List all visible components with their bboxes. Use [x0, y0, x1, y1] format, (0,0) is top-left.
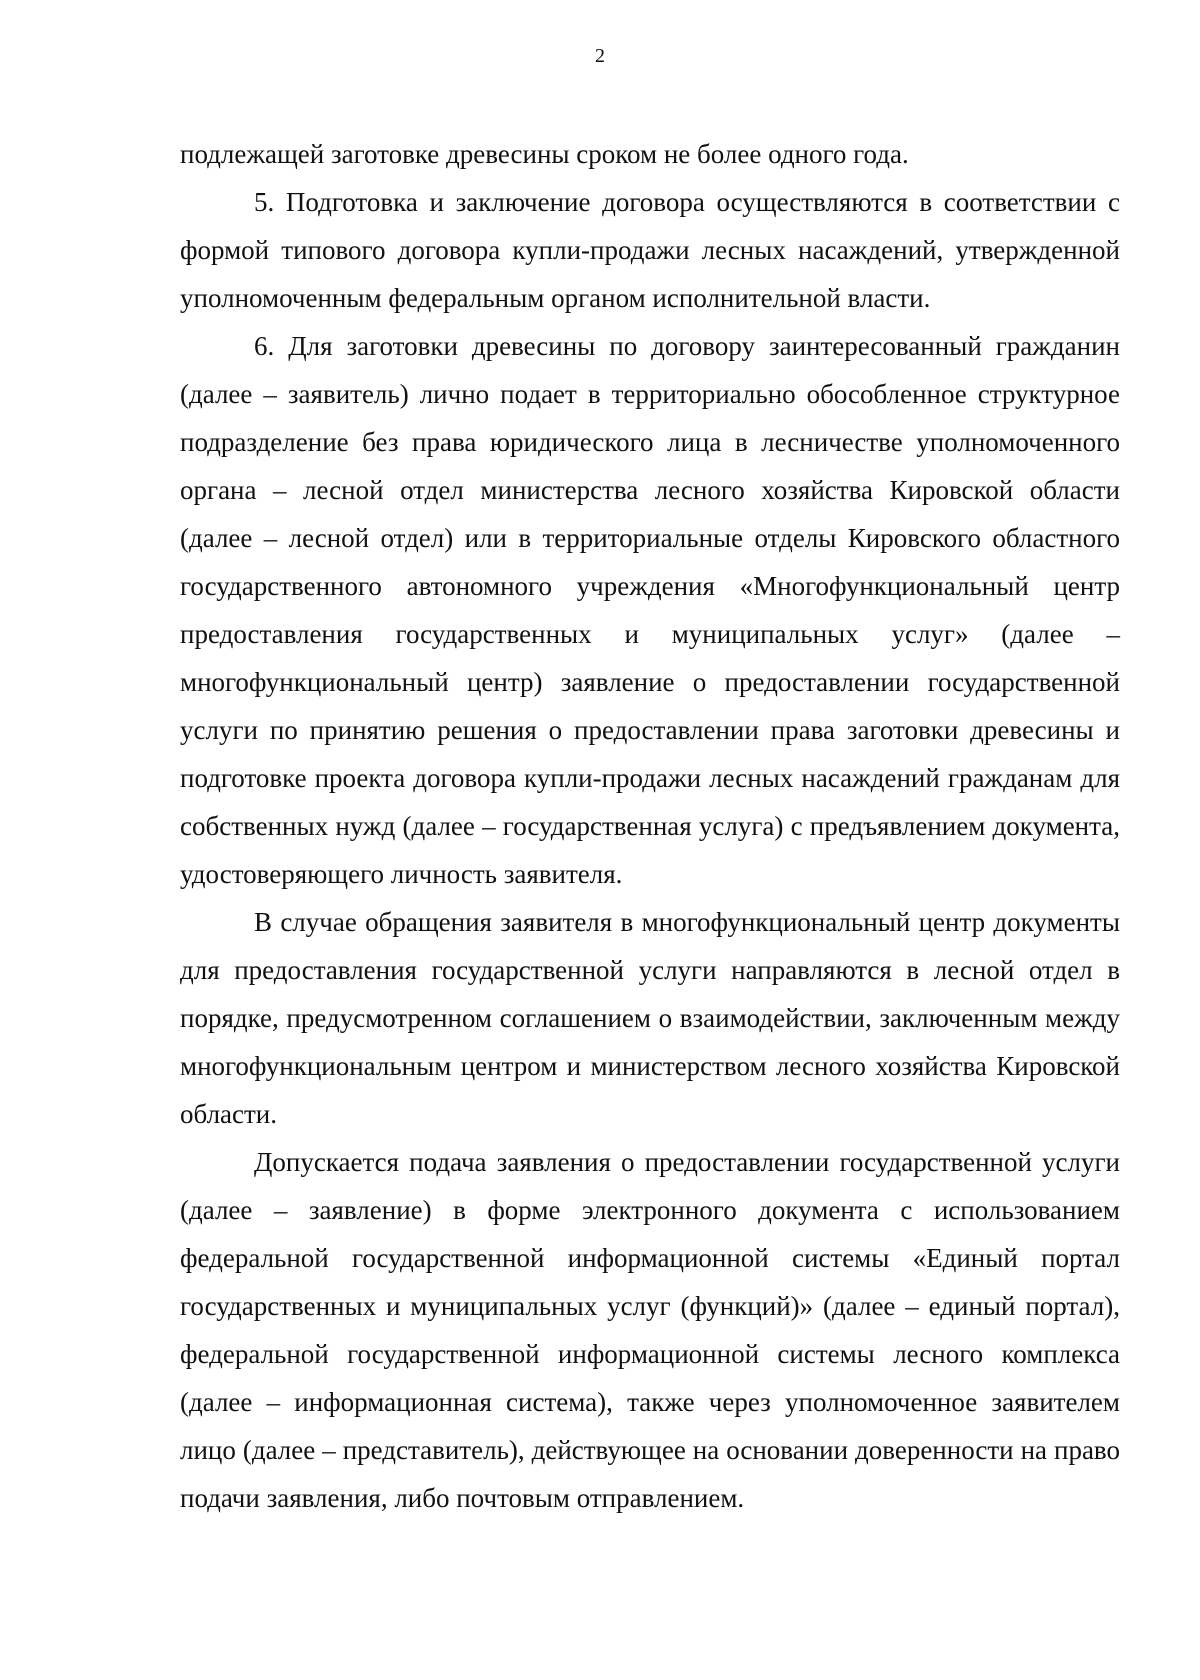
paragraph-electronic-submission: Допускается подача заявления о предоставлении государственной услуги (далее – заявление) в форме электронного документа с использованием федеральной государственной информационной системы «Единый портал государственных и муниципальных услуг (функций)» (далее – единый портал), федеральной государственной информационной системы лесного комплекса (далее – информационная система), также через уполномоченное заявителем лицо (далее – представитель), действующее на основании доверенности на право подачи заявления, либо почтовым отправлением. [180, 1147, 1120, 1513]
document-body [180, 130, 1120, 1522]
paragraph-mfc-case: В случае обращения заявителя в многофункциональный центр документы для предоставления государственной услуги направляются в лесной отдел в порядке, предусмотренном соглашением о взаимодействии, заключенным между многофункциональным центром и министерством лесного хозяйства Кировской области. [180, 907, 1120, 1129]
paragraph-item-6: 6. Для заготовки древесины по договору заинтересованный гражданин (далее – заявитель) лично подает в территориально обособленное структурное подразделение без права юридического лица в лесничестве уполномоченного органа – лесной отдел министерства лесного хозяйства Кировской области (далее – лесной отдел) или в территориальные отделы Кировского областного государственного автономного учреждения «Многофункциональный центр предоставления государственных и муниципальных услуг» (далее – многофункциональный центр) заявление о предоставлении государственной услуги по принятию решения о предоставлении права заготовки древесины и подготовке проекта договора купли-продажи лесных насаждений гражданам для собственных нужд (далее – государственная услуга) с предъявлением документа, удостоверяющего личность заявителя. [180, 331, 1120, 889]
paragraph-continuation: подлежащей заготовке древесины сроком не более одного года. [180, 139, 909, 169]
paragraph-item-5: 5. Подготовка и заключение договора осуществляются в соответствии с формой типового договора купли-продажи лесных насаждений, утвержденной уполномоченным федеральным органом исполнительной власти. [180, 187, 1120, 313]
page-number: 2 [595, 45, 605, 67]
